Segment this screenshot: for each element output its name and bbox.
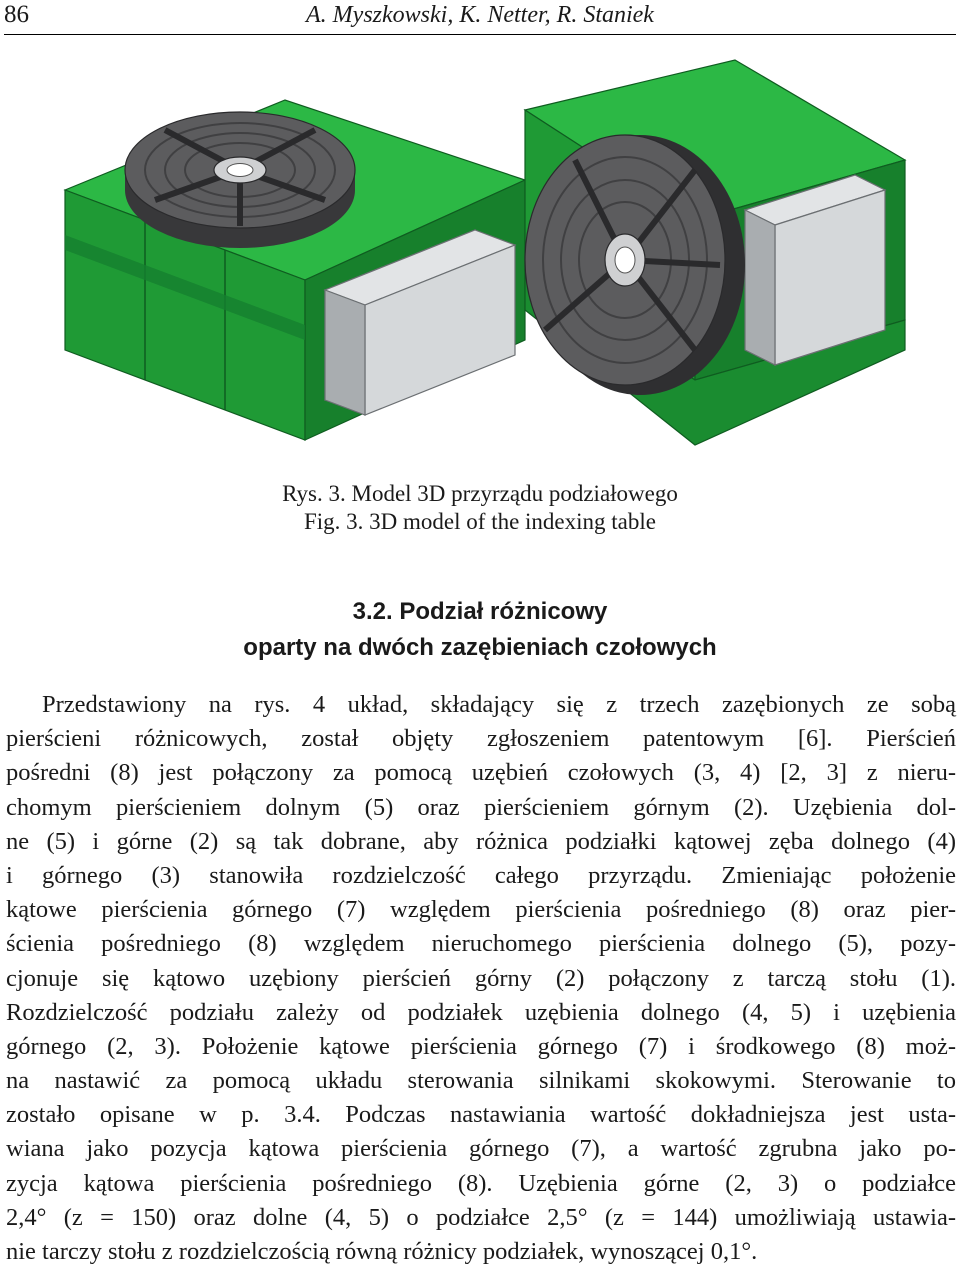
section-heading — [0, 594, 960, 666]
body-line: Rozdzielczość podziału zależy od podziałek uzębienia dolnego (4, 5) i uzębienia — [6, 998, 956, 1026]
body-line: cjonuje się kątowo uzębiony pierścień górny (2) połączony z tarczą stołu (1). — [6, 964, 956, 992]
figure-caption-english: Fig. 3. 3D model of the indexing table — [304, 509, 656, 534]
body-line: wiana jako pozycja kątowa pierścienia górnego (7), a wartość zgrubna jako po- — [6, 1135, 956, 1163]
body-paragraph — [6, 688, 956, 1269]
section-heading-line-2: oparty na dwóch zazębieniach czołowych — [243, 634, 717, 661]
page-number: 86 — [4, 1, 29, 28]
body-line: 2,4° (z = 150) oraz dolne (4, 5) o podziałce 2,5° (z = 144) umożliwiają ustawia- — [6, 1203, 956, 1231]
body-line: ścienia pośredniego (8) względem nieruchomego pierścienia dolnego (5), pozy- — [6, 930, 956, 958]
body-line: Przedstawiony na rys. 4 układ, składający się z trzech zazębionych ze sobą — [42, 691, 956, 718]
horizontal-indexing-table-model — [65, 100, 525, 440]
body-line: kątowe pierścienia górnego (7) względem pierścienia pośredniego (8) oraz pier- — [6, 896, 956, 924]
body-line: górnego (2, 3). Położenie kątowe pierścienia górnego (7) i środkowego (8) moż- — [6, 1032, 956, 1060]
body-line: zostało opisane w p. 3.4. Podczas nastawiania wartość dokładniejsza jest usta- — [6, 1101, 956, 1129]
body-line: i górnego (3) stanowiła rozdzielczość całego przyrządu. Zmieniając położenie — [6, 861, 956, 889]
body-line: pośredni (8) jest połączony za pomocą uzębień czołowych (3, 4) [2, 3] z nieru- — [6, 759, 956, 787]
body-line: pierścieni różnicowych, został objęty zgłoszeniem patentowym [6]. Pierścień — [6, 725, 956, 753]
body-line: na nastawić za pomocą układu sterowania silnikami skokowymi. Sterowanie to — [6, 1067, 956, 1095]
figure-caption-polish: Rys. 3. Model 3D przyrządu podziałowego — [282, 481, 678, 506]
body-line: chomym pierścieniem dolnym (5) oraz pierścieniem górnym (2). Uzębienia dol- — [6, 793, 956, 821]
body-line: zycja kątowa pierścienia pośredniego (8). Uzębienia górne (2, 3) o podziałce — [6, 1169, 956, 1197]
vertical-indexing-table-model — [525, 60, 905, 445]
running-header-authors: A. Myszkowski, K. Netter, R. Staniek — [306, 2, 654, 28]
section-heading-line-1: 3.2. Podział różnicowy — [352, 598, 608, 625]
body-line: nie tarczy stołu z rozdzielczością równą różnicy podziałek, wynoszącej 0,1°. — [6, 1238, 758, 1265]
running-header — [4, 0, 956, 35]
indexing-table-3d-figure — [55, 50, 915, 460]
body-line: ne (5) i górne (2) są tak dobrane, aby różnica podziałki kątowej zęba dolnego (4) — [6, 827, 956, 855]
